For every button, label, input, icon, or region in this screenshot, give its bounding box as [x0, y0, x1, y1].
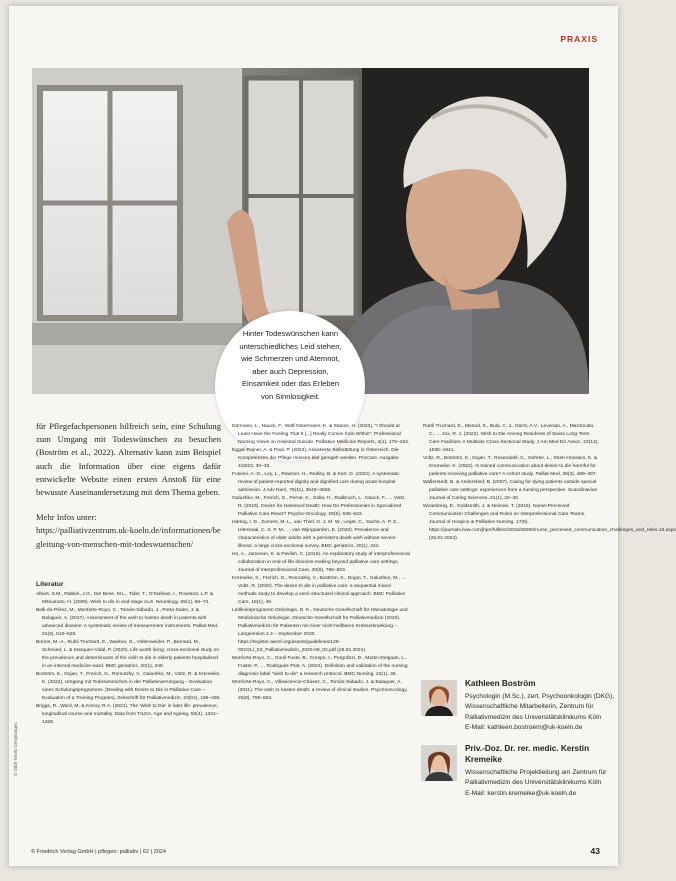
reference-item: Voltz, R., Boström, K., Dojan, T., Rosendahl, C., Gehrke, L., Shah-Hosseini, K. & Kremeike, K. (2022). Is trained communication about desire to die harmful for patients receiving palliative care? A cohort study. Palliat Med, 36(3), 489–497. [423, 456, 598, 477]
more-info-label: Mehr Infos unter: [36, 512, 97, 523]
reference-item: Leitlinienprogramm Onkologie, D. K., Deutsche Gesellschaft für Hämatologie und Medizinische Onkologie, Deutsche Gesellschaft für Palliativmedizin (2020). Palliativmedizin für Patienten mit einer nicht-heilbaren Krebserkrankung – Langversion 2.2 – September 2020. https://register.awmf.org/assets/guidelines/128-001OLl_S3_Palliativmedizin_2020-09_02.pdf (26.02.2024). [232, 608, 408, 653]
column-middle [232, 423, 410, 703]
reference-item: Boström, K., Dojan, T., Frerich, G., Romotzky, V., Galushko, M., Voltz, R. & Kremeike, K. (2022). Umgang mit Todeswünschen in der Palliativversorgung – Evaluation eines Schulungsprogramms. [Dealing with Desire to Die in Palliative Care – Evaluation of a Training Program]. Zeitschrift für Palliativmedizin, 23(04), 196–206. [36, 671, 221, 701]
author-name: Priv.-Doz. Dr. rer. medic. Kerstin Kremeike [465, 744, 590, 764]
reference-item: Monforte-Royo, C., Villavicencio-Chávez, C., Tomás-Sábado, J. & Balaguer, A. (2011). The wish to hasten death: a review of clinical studies. Psychooncology, 20(8), 795–804. [232, 680, 408, 701]
footer-publisher: © Friedrich Verlag GmbH | pflegen: palliativ | 62 | 2024 [31, 849, 167, 855]
reference-item: Dörmann, L., Nauck, F., Wolf-Ostermann, K. & Stanze, H. (2023). "I Should at Least Have the Feeling That It [...] Really Comes from Within": Professional Nursing Views on Assisted Suicide. Palliative Medicine Reports, 4(1), 175–184. [232, 424, 410, 445]
author-name: Kathleen Boström [465, 679, 536, 688]
reference-item: Ho, A., Jameson, K. & Pavlish, C. (2016). An exploratory study of interprofessional collaboration in end-of-life decision-making beyond palliative care settings. Journal of Interprofessional Care, 30(6), 795–803. [232, 552, 410, 573]
more-info-link[interactable]: https://palliativzentrum.uk-koeln.de/informationen/begleitung-von-menschen-mit-todeswuenschen/ [36, 525, 221, 549]
reference-item: Rubli Truchard, E., Monod, S., Bula, C. J., Dürst, A.V., Levorato, A., Mazzocato, C., ... Jox, R. J. (2022). Wish to Die Among Residents of Swiss Long-Term Care Facilities: A Multisite Cross-Sectional Study. J Am Med Dir Assoc, 23(12), 1935–1941. [423, 424, 599, 453]
reference-item: Wallerstedt, B. & Andershed, B. (2007). Caring for dying patients outside special palliative care settings: experiences from a nursing perspective. Scandinavian Journal of Caring Sciences, 21(1), 32–40. [423, 480, 598, 501]
author-email[interactable]: E-Mail: kathleen.bostroem@uk-koeln.de [465, 724, 583, 732]
photo-credit: © Gibb-Nonis Gettyimages [13, 722, 18, 776]
author-email[interactable]: E-Mail: kerstin.kremeike@uk-koeln.de [465, 789, 577, 797]
reference-item: Albert, S.M., Rabkin, J.G., Del Bene, M.L., Tider, T., O'Sullivan, I., Rowland, L.P. & Mitsumoto, H. (2005). Wish to die in end-stage ALS. Neurology, 65(1), 68–74. [36, 591, 214, 605]
reference-item: Briggs, R., Ward, M. & Kenny, R.A. (2021). The 'Wish to Die' in later life: prevalence, longitudinal course and mortality. Data from TILDA. Age and Ageing, 50(4), 1321–1328. [36, 703, 219, 725]
page-number: 43 [590, 846, 600, 856]
avatar [421, 745, 457, 781]
magazine-page [9, 6, 676, 866]
reference-item: Wiramberg, E., Goldsmith, J. & Neiman, T. (2015). Nurse-Perceived Communication Challenges and Roles on Interprofessional Care Teams. Journal of Hospice & Palliative Nursing, 17(6). https://journals.lww.com/jhpn/fulltext/2015/06000/nurse_perceived_communication_challenges_and_roles.16.aspx (26.02.2024). [423, 504, 676, 541]
reference-item: Monforte-Royo, C., Gonil Fuste, B., Crespo, I., Porgolizzi, D., Martin-Delgado, L., Fuster, P., ... Rodriguez-Prat, A. (2024). Definition and validation of the nursing diagnosis label "wish to die" a research protocol. BMC Nursing, 23(1), 38. [232, 656, 408, 677]
reference-item: Hartog, I. D., Zomers, M. L., van Thiel, G. J. M. W., Leget, C., Sachs, A. P. E., Uiterwaal, C. S. P. M., ... van Wijngaarden, E. (2020). Prevalence and characteristics of older adults with a persistent death wish without severe illness: a large cross-sectional survey. BMC geriatrics, 20(1), 342. [232, 520, 400, 549]
literature-heading: Literatur [36, 580, 64, 588]
reference-item: Eggar-Rainer, A. & Paal, P. (2023). Assistierte Selbsttötung in Österreich. Die Kompetenzen der Pflege müssen klar geregelt werden. ProCare. Ausgabe 4/2023, 30–33. [232, 448, 399, 469]
author-description: Psychologin (M.Sc.), zert. Psychoonkologin (DKG), Wissenschaftliche Mitarbeiterin, Zentrum für Palliativmedizin des Universitätsklinikums Köln [465, 693, 615, 721]
author-description: Wissenschaftliche Projektleitung am Zentrum für Palliativmedizin des Universitätsklinikums Köln [465, 769, 607, 787]
column-right [423, 423, 676, 543]
reference-item: Belli-do-Pérez, M., Monforte-Royo, C., Tomás-Sábado, J., Porta-Sales, J. & Balaguer, A. (2017). Assessment of the wish to hasten death in patients with advanced disease: A systematic review of measurement instruments. Palliat Med, 31(6), 510–525. [36, 607, 219, 637]
column-left [36, 420, 221, 727]
reference-item: Kremeike, K., Frerich, G., Romotzky, V., Boström, K., Dojan, T., Galushko, M., ... Voltz, R. (2020). The desire to die in palliative care: a sequential mixed methods study to develop a semi-structured clinical approach. BMC Palliative Care, 19(1), 49. [232, 576, 406, 605]
avatar [421, 680, 457, 716]
photo-caption: Hinter Todeswünschen kann unterschiedliches Leid stehen, wie Schmerzen und Atemnot, aber auch Depression, Einsamkeit oder das Erleben von Sinnlosigkeit. [239, 329, 342, 401]
reference-item: Galushko, M., Frerich, G., Perrar, K., Golla, H., Radbruch, L., Nauck, F., ... Voltz, R. (2016). Desire for Hastened Death: How Do Professionals in Specialized Palliative Care React? Psycho-Oncology, 25(5), 536–543. [232, 496, 406, 517]
body-text: für Pflegefachpersonen hilfreich sein, eine Schulung zum Umgang mit Todeswünschen zu besuchen (Boström et al., 2022). Alternativ kann zum Beispiel auch die Information über eine eigens dafür entwickelte Website einen ersten Anstoß für eine bewusste Auseinandersetzung mit dem Thema geben. [36, 421, 221, 498]
section-label: PRAXIS [560, 34, 598, 44]
reference-item: Fuseini, A.-G., Ley, L., Rawson, H., Redley, B. & Kerr, D. (2022). A systematic review of patient-reported dignity and dignified care during acute hospital admission. J Adv Nurs, 78(11), 3540–3558. [232, 472, 400, 493]
reference-item: Bornet, M.-A., Rubli Truchard, E., Waeber, G., Vollenweider, P., Bernard, M., Schmied, L. & Marques-Vidal, P. (2020). Life worth living: cross-sectional study on the prevalence and determinants of the wish to die in elderly patients hospitalized in an internal medicine ward. BMC geriatrics, 20(1), 348. [36, 639, 220, 669]
